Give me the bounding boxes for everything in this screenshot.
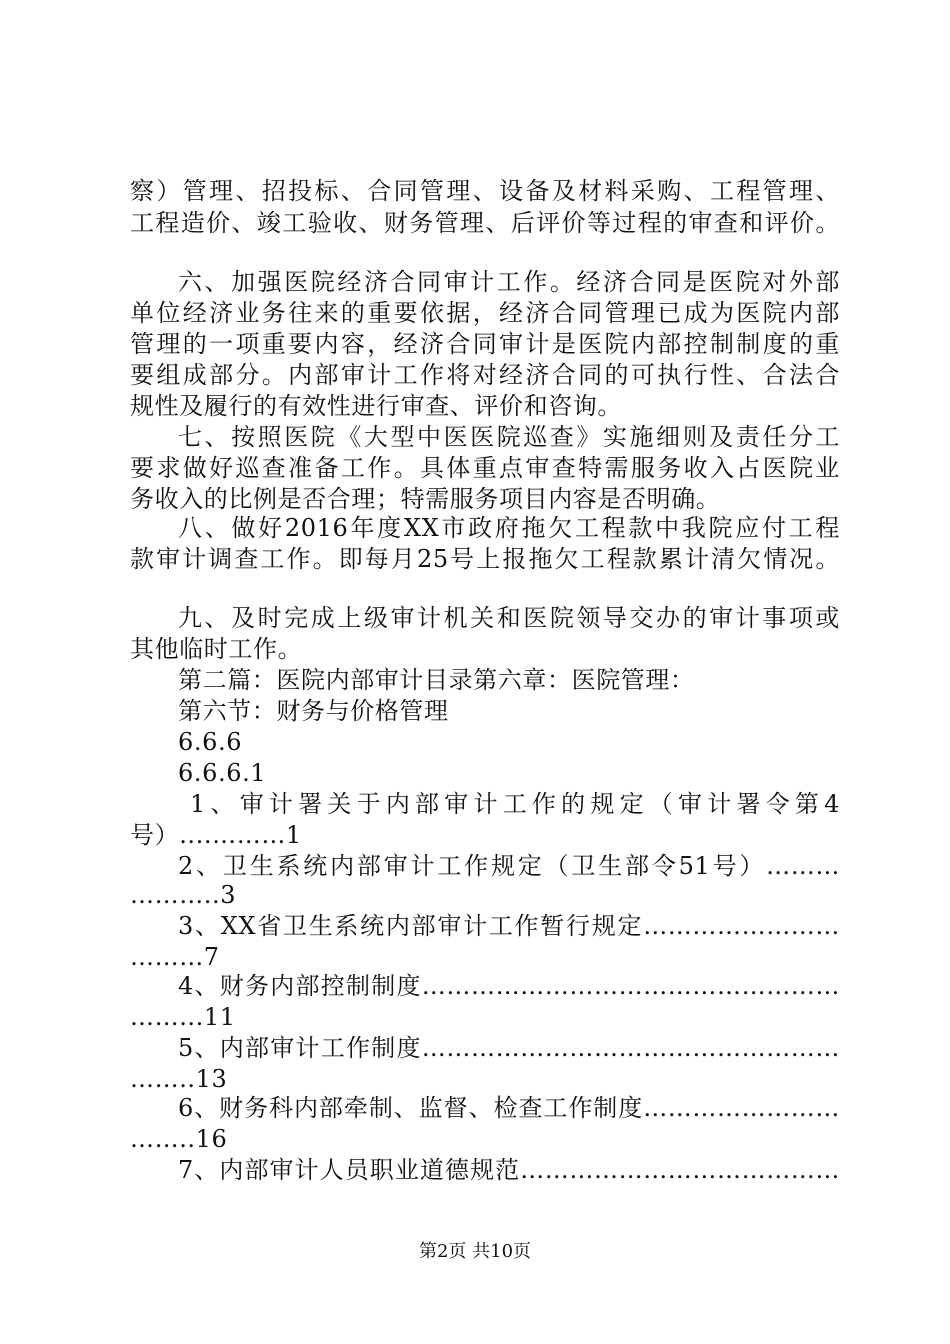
paragraph-eight-heading: 八、做好2016年度XX市政府拖欠工程款中我院应付工程: [178, 514, 840, 542]
toc-entry: 3、XX省卫生系统内部审计工作暂行规定……………………: [178, 912, 840, 940]
toc-entry: 6、财务科内部牵制、监督、检查工作制度……………………: [178, 1094, 840, 1122]
toc-entry-page: 号）....………1: [130, 821, 302, 849]
toc-entry: 5、内部审计工作制度……………………………………………: [178, 1034, 840, 1062]
paragraph-nine-heading: 九、及时完成上级审计机关和医院领导交办的审计事项或: [178, 604, 840, 632]
toc-entry: 4、财务内部控制制度……………………………………………: [178, 972, 840, 1000]
toc-entry-page: ………7: [130, 943, 220, 971]
paragraph-six-heading: 六、加强医院经济合同审计工作。经济合同是医院对外部: [178, 268, 840, 296]
text-line: 管理的一项重要内容，经济合同审计是医院内部控制制度的重: [130, 330, 840, 358]
text-line: 款审计调查工作。即每月25号上报拖欠工程款累计清欠情况。: [130, 545, 840, 573]
toc-entry: 2、卫生系统内部审计工作规定（卫生部令51号）………: [178, 852, 840, 880]
toc-entry-page: ……..16: [130, 1125, 228, 1153]
text-line: 要求做好巡查准备工作。具体重点审查特需服务收入占医院业: [130, 454, 840, 482]
text-line: 单位经济业务往来的重要依据，经济合同管理已成为医院内部: [130, 299, 840, 327]
section-number: 6.6.6: [178, 728, 243, 756]
section-number: 6.6.6.1: [178, 759, 267, 787]
text-line: 要组成部分。内部审计工作将对经济合同的可执行性、合法合: [130, 361, 840, 389]
text-line: 工程造价、竣工验收、财务管理、后评价等过程的审查和评价。: [130, 209, 840, 237]
text-line: 察）管理、招投标、合同管理、设备及材料采购、工程管理、: [130, 177, 840, 205]
toc-entry-page: ……..13: [130, 1065, 228, 1093]
toc-entry-page: ……...11: [130, 1003, 236, 1031]
text-line: 其他临时工作。: [130, 635, 303, 663]
paragraph-seven-heading: 七、按照医院《大型中医医院巡查》实施细则及责任分工: [178, 423, 840, 451]
toc-entry: 1、审计署关于内部审计工作的规定（审计署令第4: [190, 790, 840, 818]
section-heading: 第六节：财务与价格管理: [178, 697, 449, 725]
text-line: 务收入的比例是否合理；特需服务项目内容是否明确。: [130, 485, 721, 513]
text-line: 规性及履行的有效性进行审查、评价和咨询。: [130, 392, 622, 420]
page-footer: 第2页 共10页: [418, 1241, 532, 1262]
toc-entry: 7、内部审计人员职业道德规范…………………………………: [178, 1156, 840, 1184]
chapter-heading: 第二篇：医院内部审计目录第六章：医院管理：: [178, 666, 695, 694]
toc-entry-page: ………..3: [130, 881, 237, 909]
